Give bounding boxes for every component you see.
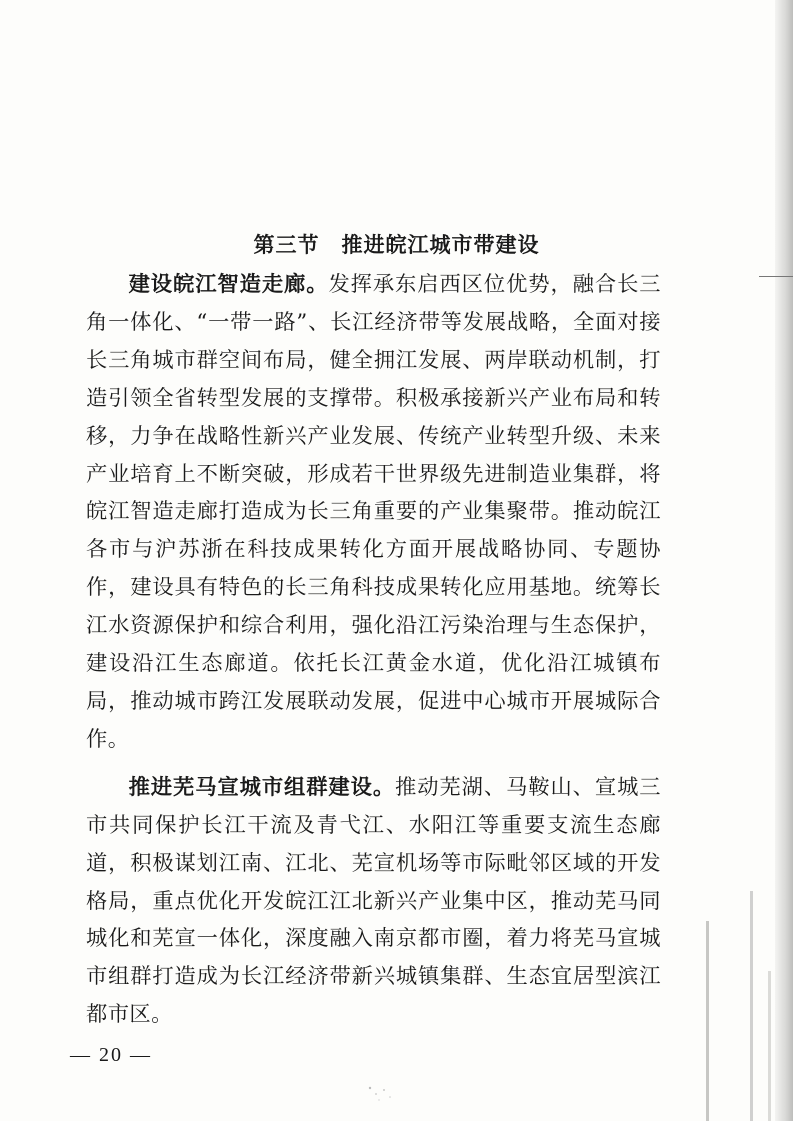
scan-smudge: [362, 1082, 400, 1104]
scan-streak: [750, 891, 753, 1121]
paragraph-body: 发挥承东启西区位优势，融合长三角一体化、“一带一路”、长江经济带等发展战略，全面对接长三角城市群空间布局，健全拥江发展、两岸联动机制，打造引领全省转型发展的支撑带。积极承接新兴产业布局和转移，力争在战略性新兴产业发展、传统产业转型升级、未来产业培育上不断突破，形成若干世界级先进制造业集群，将皖江智造走廊打造成为长三角重要的产业集聚带。推动皖江各市与沪苏浙在科技成果转化方面开展战略协同、专题协作，建设具有特色的长三角科技成果转化应用基地。统筹长江水资源保护和综合利用，强化沿江污染治理与生态保护，建设沿江生态廊道。依托长江黄金水道，优化沿江城镇布局，推动城市跨江发展联动发展，促进中心城市开展城际合作。: [86, 272, 661, 752]
paragraph-body: 推动芜湖、马鞍山、宣城三市共同保护长江干流及青弋江、水阳江等重要支流生态廊道，积极谋划江南、江北、芜宣机场等市际毗邻区域的开发格局，重点优化开发皖江江北新兴产业集中区，推动芜马同城化和芜宣一体化，深度融入南京都市圈，着力将芜马宣城市组群打造成为长江经济带新兴城镇集群、生态宜居型滨江都市区。: [86, 774, 661, 1028]
paragraph-wanjiang-corridor: [86, 266, 661, 759]
margin-tick-mark: [759, 276, 793, 277]
paragraph-wumaxuan-cluster: [86, 769, 661, 1034]
body-text: [86, 266, 661, 1034]
page-edge-shadow: [775, 0, 793, 1121]
scan-streak: [768, 971, 771, 1121]
page-number: — 20 —: [70, 1044, 152, 1066]
scan-streak: [706, 921, 709, 1121]
section-title: 第三节 推进皖江城市带建设: [253, 233, 540, 257]
paragraph-lead: 建设皖江智造走廊。: [128, 272, 329, 297]
paragraph-lead: 推进芜马宣城市组群建设。: [128, 774, 396, 800]
